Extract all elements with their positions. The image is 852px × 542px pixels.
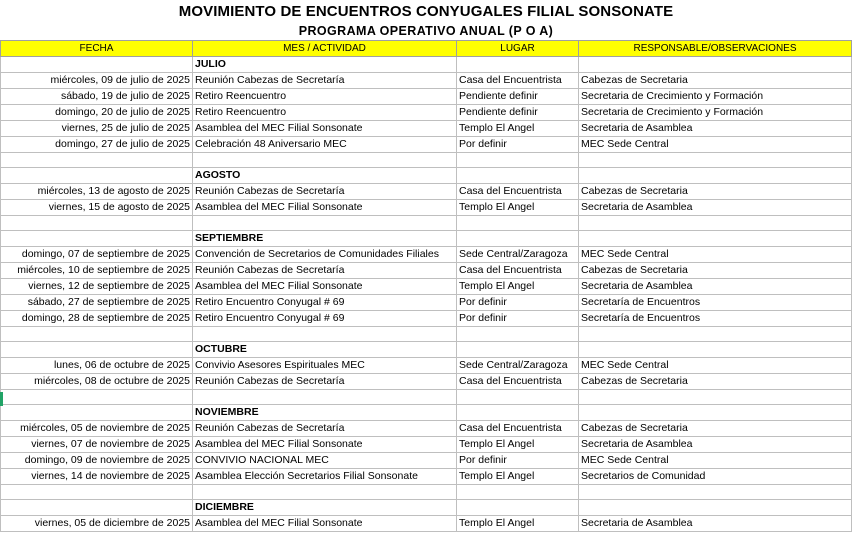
cell-lugar[interactable] (457, 231, 579, 247)
cell-responsable[interactable]: MEC Sede Central (579, 137, 852, 153)
cell-fecha[interactable]: miércoles, 05 de noviembre de 2025 (1, 421, 193, 437)
table-row (1, 137, 852, 153)
cell-lugar[interactable]: Templo El Angel (457, 279, 579, 295)
table-row (1, 89, 852, 105)
cell-actividad[interactable] (193, 390, 457, 405)
cell-lugar[interactable]: Casa del Encuentrista (457, 263, 579, 279)
cell-fecha[interactable]: viernes, 25 de julio de 2025 (1, 121, 193, 137)
cell-fecha[interactable] (1, 485, 193, 500)
cell-fecha[interactable] (1, 231, 193, 247)
cell-lugar[interactable]: Templo El Angel (457, 121, 579, 137)
cell-responsable[interactable]: MEC Sede Central (579, 358, 852, 374)
empty-row (1, 485, 852, 500)
month-row (1, 342, 852, 358)
cell-lugar[interactable]: Pendiente definir (457, 89, 579, 105)
cell-responsable[interactable] (579, 327, 852, 342)
table-row (1, 358, 852, 374)
cell-lugar[interactable] (457, 500, 579, 516)
header-actividad[interactable]: MES / ACTIVIDAD (193, 41, 457, 57)
table-row (1, 437, 852, 453)
cell-fecha[interactable]: viernes, 14 de noviembre de 2025 (1, 469, 193, 485)
table-body (1, 57, 852, 532)
cell-actividad[interactable]: Reunión Cabezas de Secretaría (193, 263, 457, 279)
cell-responsable[interactable] (579, 168, 852, 184)
cell-lugar[interactable]: Por definir (457, 311, 579, 327)
cell-fecha[interactable]: domingo, 07 de septiembre de 2025 (1, 247, 193, 263)
cell-responsable[interactable] (579, 57, 852, 73)
cell-fecha[interactable]: miércoles, 08 de octubre de 2025 (1, 374, 193, 390)
cell-lugar[interactable]: Por definir (457, 295, 579, 311)
table-row (1, 516, 852, 532)
table-row (1, 247, 852, 263)
header-lugar[interactable]: LUGAR (457, 41, 579, 57)
cell-actividad[interactable]: Reunión Cabezas de Secretaría (193, 421, 457, 437)
cell-actividad[interactable]: Asamblea del MEC Filial Sonsonate (193, 200, 457, 216)
cell-lugar[interactable]: Por definir (457, 137, 579, 153)
cell-actividad[interactable]: Reunión Cabezas de Secretaría (193, 374, 457, 390)
cell-responsable[interactable]: Cabezas de Secretaria (579, 184, 852, 200)
empty-row (1, 327, 852, 342)
cell-actividad[interactable]: Convención de Secretarios de Comunidades Filiales (193, 247, 457, 263)
cell-responsable[interactable]: MEC Sede Central (579, 247, 852, 263)
header-responsable[interactable]: RESPONSABLE/OBSERVACIONES (579, 41, 852, 57)
cell-responsable[interactable]: Secretaria de Asamblea (579, 279, 852, 295)
cell-fecha[interactable] (1, 342, 193, 358)
table-row (1, 73, 852, 89)
empty-row (1, 216, 852, 231)
cell-responsable[interactable]: MEC Sede Central (579, 453, 852, 469)
cell-actividad[interactable]: Celebración 48 Aniversario MEC (193, 137, 457, 153)
cell-actividad[interactable]: OCTUBRE (193, 342, 457, 358)
cell-responsable[interactable]: Secretaría de Encuentros (579, 295, 852, 311)
cell-fecha[interactable] (1, 57, 193, 73)
cell-responsable[interactable] (579, 231, 852, 247)
cell-responsable[interactable]: Cabezas de Secretaria (579, 421, 852, 437)
cell-actividad[interactable]: Asamblea Elección Secretarios Filial Sonsonate (193, 469, 457, 485)
cell-fecha[interactable]: domingo, 27 de julio de 2025 (1, 137, 193, 153)
cell-actividad[interactable] (193, 216, 457, 231)
table-row (1, 200, 852, 216)
cell-actividad[interactable]: DICIEMBRE (193, 500, 457, 516)
cell-responsable[interactable]: Secretaria de Asamblea (579, 437, 852, 453)
month-row (1, 231, 852, 247)
cell-responsable[interactable] (579, 485, 852, 500)
cell-fecha[interactable] (1, 153, 193, 168)
cell-actividad[interactable] (193, 327, 457, 342)
cell-lugar[interactable]: Sede Central/Zaragoza (457, 358, 579, 374)
cell-actividad[interactable]: Asamblea del MEC Filial Sonsonate (193, 279, 457, 295)
cell-lugar[interactable]: Casa del Encuentrista (457, 73, 579, 89)
empty-row (1, 153, 852, 168)
cell-actividad[interactable]: Retiro Encuentro Conyugal # 69 (193, 295, 457, 311)
cell-fecha[interactable] (1, 405, 193, 421)
cell-lugar[interactable] (457, 327, 579, 342)
cell-fecha[interactable] (1, 168, 193, 184)
cell-lugar[interactable]: Templo El Angel (457, 200, 579, 216)
cell-actividad[interactable]: AGOSTO (193, 168, 457, 184)
cell-lugar[interactable] (457, 405, 579, 421)
cell-fecha[interactable]: sábado, 19 de julio de 2025 (1, 89, 193, 105)
month-row (1, 57, 852, 73)
cell-responsable[interactable]: Secretaria de Asamblea (579, 121, 852, 137)
cell-lugar[interactable] (457, 390, 579, 405)
cell-lugar[interactable] (457, 342, 579, 358)
table-row (1, 279, 852, 295)
cell-responsable[interactable]: Secretaria de Asamblea (579, 516, 852, 532)
table-row (1, 121, 852, 137)
cell-responsable[interactable] (579, 500, 852, 516)
cell-lugar[interactable]: Templo El Angel (457, 469, 579, 485)
cell-actividad[interactable]: Retiro Reencuentro (193, 105, 457, 121)
cell-responsable[interactable]: Cabezas de Secretaria (579, 73, 852, 89)
cell-responsable[interactable] (579, 342, 852, 358)
cell-lugar[interactable]: Casa del Encuentrista (457, 421, 579, 437)
cell-lugar[interactable]: Por definir (457, 453, 579, 469)
cell-responsable[interactable]: Secretaría de Encuentros (579, 311, 852, 327)
cell-lugar[interactable]: Pendiente definir (457, 105, 579, 121)
table-row (1, 184, 852, 200)
month-row (1, 168, 852, 184)
cell-actividad[interactable]: JULIO (193, 57, 457, 73)
header-fecha[interactable]: FECHA (1, 41, 193, 57)
cell-fecha[interactable]: viernes, 05 de diciembre de 2025 (1, 516, 193, 532)
cell-fecha[interactable]: lunes, 06 de octubre de 2025 (1, 358, 193, 374)
table-row (1, 453, 852, 469)
cell-actividad[interactable]: Asamblea del MEC Filial Sonsonate (193, 516, 457, 532)
cell-responsable[interactable]: Secretarios de Comunidad (579, 469, 852, 485)
table-row (1, 469, 852, 485)
cell-lugar[interactable]: Casa del Encuentrista (457, 184, 579, 200)
cell-responsable[interactable]: Secretaria de Crecimiento y Formación (579, 105, 852, 121)
sheet-subtitle[interactable]: PROGRAMA OPERATIVO ANUAL (P O A) (298, 24, 554, 38)
cell-fecha[interactable]: sábado, 27 de septiembre de 2025 (1, 295, 193, 311)
cell-actividad[interactable]: NOVIEMBRE (193, 405, 457, 421)
cell-responsable[interactable]: Cabezas de Secretaria (579, 263, 852, 279)
cell-fecha[interactable]: miércoles, 10 de septiembre de 2025 (1, 263, 193, 279)
cell-lugar[interactable]: Templo El Angel (457, 437, 579, 453)
cell-fecha[interactable] (1, 216, 193, 231)
cell-responsable[interactable]: Secretaria de Crecimiento y Formación (579, 89, 852, 105)
cell-responsable[interactable] (579, 216, 852, 231)
cell-actividad[interactable]: Retiro Encuentro Conyugal # 69 (193, 311, 457, 327)
row-selection-marker (0, 392, 3, 406)
cell-actividad[interactable]: Convivio Asesores Espirituales MEC (193, 358, 457, 374)
cell-fecha[interactable]: miércoles, 09 de julio de 2025 (1, 73, 193, 89)
cell-actividad[interactable]: Reunión Cabezas de Secretaría (193, 73, 457, 89)
cell-actividad[interactable]: Reunión Cabezas de Secretaría (193, 184, 457, 200)
cell-fecha[interactable] (1, 390, 193, 405)
cell-fecha[interactable]: viernes, 15 de agosto de 2025 (1, 200, 193, 216)
cell-responsable[interactable] (579, 390, 852, 405)
cell-responsable[interactable] (579, 153, 852, 168)
cell-lugar[interactable]: Sede Central/Zaragoza (457, 247, 579, 263)
cell-fecha[interactable]: viernes, 07 de noviembre de 2025 (1, 437, 193, 453)
cell-actividad[interactable] (193, 485, 457, 500)
table-row (1, 374, 852, 390)
cell-fecha[interactable]: domingo, 09 de noviembre de 2025 (1, 453, 193, 469)
cell-fecha[interactable] (1, 500, 193, 516)
cell-actividad[interactable]: Asamblea del MEC Filial Sonsonate (193, 437, 457, 453)
cell-fecha[interactable]: domingo, 20 de julio de 2025 (1, 105, 193, 121)
cell-lugar[interactable]: Casa del Encuentrista (457, 374, 579, 390)
month-row (1, 405, 852, 421)
poa-table (0, 40, 852, 532)
table-row (1, 421, 852, 437)
cell-lugar[interactable] (457, 168, 579, 184)
cell-lugar[interactable] (457, 216, 579, 231)
cell-fecha[interactable]: domingo, 28 de septiembre de 2025 (1, 311, 193, 327)
cell-fecha[interactable] (1, 327, 193, 342)
cell-fecha[interactable]: miércoles, 13 de agosto de 2025 (1, 184, 193, 200)
cell-lugar[interactable] (457, 153, 579, 168)
empty-row (1, 390, 852, 405)
cell-responsable[interactable]: Secretaria de Asamblea (579, 200, 852, 216)
sheet-title[interactable]: MOVIMIENTO DE ENCUENTROS CONYUGALES FILIAL SONSONATE (178, 3, 674, 20)
cell-actividad[interactable]: Retiro Reencuentro (193, 89, 457, 105)
month-row (1, 500, 852, 516)
table-row (1, 105, 852, 121)
cell-lugar[interactable] (457, 485, 579, 500)
cell-actividad[interactable]: Asamblea del MEC Filial Sonsonate (193, 121, 457, 137)
cell-actividad[interactable]: CONVIVIO NACIONAL MEC (193, 453, 457, 469)
table-row (1, 263, 852, 279)
cell-actividad[interactable] (193, 153, 457, 168)
header-row (1, 41, 852, 57)
cell-lugar[interactable]: Templo El Angel (457, 516, 579, 532)
cell-actividad[interactable]: SEPTIEMBRE (193, 231, 457, 247)
cell-responsable[interactable]: Cabezas de Secretaria (579, 374, 852, 390)
table-row (1, 295, 852, 311)
table-row (1, 311, 852, 327)
cell-responsable[interactable] (579, 405, 852, 421)
cell-lugar[interactable] (457, 57, 579, 73)
cell-fecha[interactable]: viernes, 12 de septiembre de 2025 (1, 279, 193, 295)
